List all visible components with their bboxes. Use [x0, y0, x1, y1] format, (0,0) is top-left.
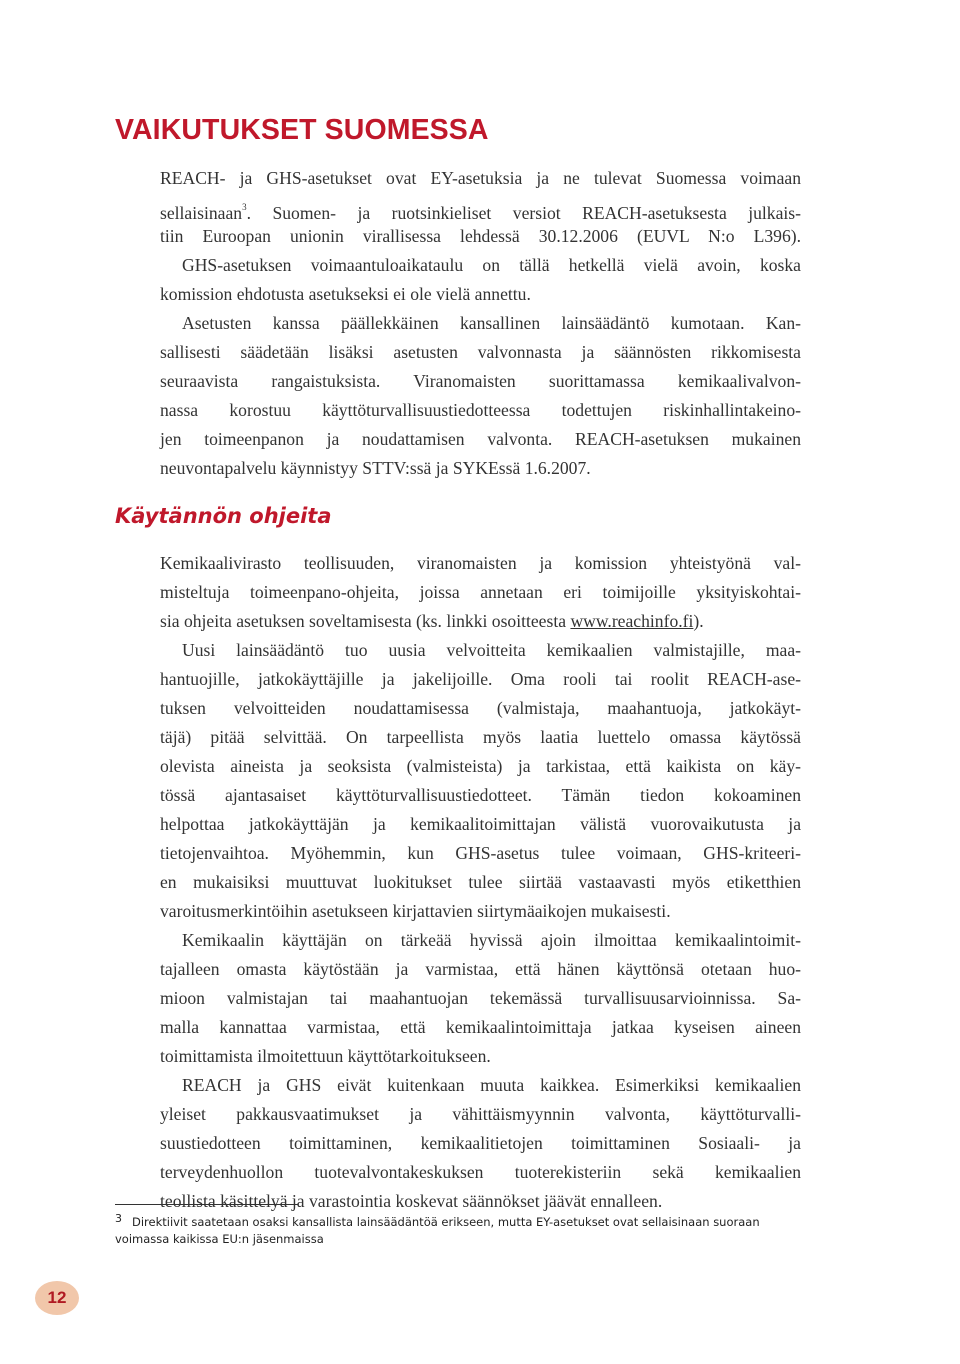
paragraph-line: jen toimeenpanon ja noudattamisen valvonta. REACH-asetuksen mukainen: [160, 429, 801, 449]
paragraph-line: REACH ja GHS eivät kuitenkaan muuta kaikkea. Esimerkiksi kemikaalien: [182, 1075, 801, 1095]
paragraph-line: tiin Euroopan unionin virallisessa lehdessä 30.12.2006 (EUVL N:o L396).: [160, 226, 801, 246]
paragraph-line: Asetusten kanssa päällekkäinen kansallinen lainsäädäntö kumotaan. Kan-: [182, 313, 801, 333]
paragraph-line: sellaisinaan$^3$. Suomen- ja ruotsinkieliset versiot REACH-asetuksesta julkais-: [160, 202, 801, 223]
subheading: Käytännön ohjeita: [115, 504, 332, 528]
footnote-text: Direktiivit saatetaan osaksi kansallista lainsäädäntöä erikseen, mutta EY-asetukset ovat sellaisinaan suoraan voimassa kaikissa EU:n jäsenmaissa: [115, 1215, 760, 1246]
section-body-guidance: [160, 549, 801, 1216]
paragraph-line: varoitusmerkintöihin asetukseen kirjattavien siirtymäaikojen mukaisesti.: [160, 901, 671, 921]
paragraph-line: sallisesti säädetään lisäksi asetusten valvonnasta ja säännösten rikkomisesta: [160, 342, 801, 362]
paragraph-line: teollista käsittelyä ja varastointia koskevat säännökset jäävät ennalleen.: [160, 1191, 663, 1211]
page-number-badge: [35, 1281, 79, 1315]
paragraph-line: seuraavista rangaistuksista. Viranomaisten suorittamassa kemikaalivalvon-: [160, 371, 801, 391]
paragraph-line: REACH- ja GHS-asetukset ovat EY-asetuksia ja ne tulevat Suomessa voimaan: [160, 168, 801, 188]
footnote: [115, 1210, 815, 1248]
section-body-effects: [160, 164, 801, 483]
paragraph-line: tuksen velvoitteiden noudattamisessa (valmistaja, maahantuoja, jatkokäyt-: [160, 698, 801, 718]
paragraph-line: tietojenvaihtoa. Myöhemmin, kun GHS-asetus tulee voimaan, GHS-kriteeri-: [160, 843, 801, 863]
paragraph-line: Uusi lainsäädäntö tuo uusia velvoitteita kemikaalien valmistajille, maa-: [182, 640, 801, 660]
paragraph-line: hantuojille, jatkokäyttäjille ja jakelijoille. Oma rooli tai roolit REACH-ase-: [160, 669, 801, 689]
paragraph-line: toimittamista ilmoitettuun käyttötarkoitukseen.: [160, 1046, 491, 1066]
paragraph-line: yleiset pakkausvaatimukset ja vähittäismyynnin valvonta, käyttöturvalli-: [160, 1104, 801, 1124]
paragraph-line: misteltuja toimeenpano-ohjeita, joissa annetaan eri toimijoille yksityiskohtai-: [160, 582, 801, 602]
line-prefix: sia ohjeita asetuksen soveltamisesta (ks. linkki osoitteesta: [160, 611, 571, 631]
page-number: 12: [47, 1288, 67, 1307]
paragraph-line: täjä) pitää selvittää. On tarpeellista myös laatia luettelo omassa käytössä: [160, 727, 801, 747]
section-heading: VAIKUTUKSET SUOMESSA: [115, 114, 489, 146]
paragraph-line: olevista aineista ja seoksista (valmisteista) ja tarkistaa, että kaikista on käy-: [160, 756, 801, 776]
line-suffix: ).: [693, 611, 704, 631]
footnote-reference: 3: [242, 202, 247, 212]
paragraph-line: suustiedotteen toimittaminen, kemikaalitietojen toimittaminen Sosiaali- ja: [160, 1133, 801, 1153]
footnote-divider: [115, 1204, 298, 1205]
footnote-mark: 3: [115, 1212, 122, 1225]
paragraph-line: [160, 607, 801, 636]
paragraph-line: nassa korostuu käyttöturvallisuustiedotteessa todettujen riskinhallintakeino-: [160, 400, 801, 420]
paragraph-line: terveydenhuollon tuotevalvontakeskuksen tuoterekisteriin sekä kemikaalien: [160, 1162, 801, 1182]
line-rest: Suomen- ja ruotsinkieliset versiot REACH-asetuksesta julkais-: [272, 203, 801, 223]
paragraph-line: malla kannattaa varmistaa, että kemikaalintoimittaja jatkaa kyseisen aineen: [160, 1017, 801, 1037]
paragraph-line: Kemikaalivirasto teollisuuden, viranomaisten ja komission yhteistyönä val-: [160, 553, 801, 573]
paragraph-line: tajalleen omasta käytöstään ja varmistaa, että hänen käyttönsä otetaan huo-: [160, 959, 801, 979]
paragraph-line: en mukaisiksi muuttuvat luokitukset tulee siirtää vastaavasti myös etiketthien: [160, 872, 801, 892]
paragraph-line: tössä ajantasaiset käyttöturvallisuustiedotteet. Tämän tiedon kokoaminen: [160, 785, 801, 805]
paragraph-line: Kemikaalin käyttäjän on tärkeää hyvissä ajoin ilmoittaa kemikaalintoimit-: [182, 930, 801, 950]
paragraph-line: neuvontapalvelu käynnistyy STTV:ssä ja SYKEssä 1.6.2007.: [160, 458, 591, 478]
paragraph-line: GHS-asetuksen voimaantuloaikataulu on tällä hetkellä vielä avoin, koska: [182, 255, 801, 275]
reachinfo-link[interactable]: www.reachinfo.fi: [570, 611, 694, 631]
paragraph-line: helpottaa jatkokäyttäjän ja kemikaalitoimittajan välistä vuorovaikutusta ja: [160, 814, 801, 834]
paragraph-line: komission ehdotusta asetukseksi ei ole vielä annettu.: [160, 284, 531, 304]
paragraph-line: mioon valmistajan tai maahantuojan tekemässä turvallisuusarvioinnissa. Sa-: [160, 988, 801, 1008]
line-prefix: sellaisinaan: [160, 203, 243, 223]
